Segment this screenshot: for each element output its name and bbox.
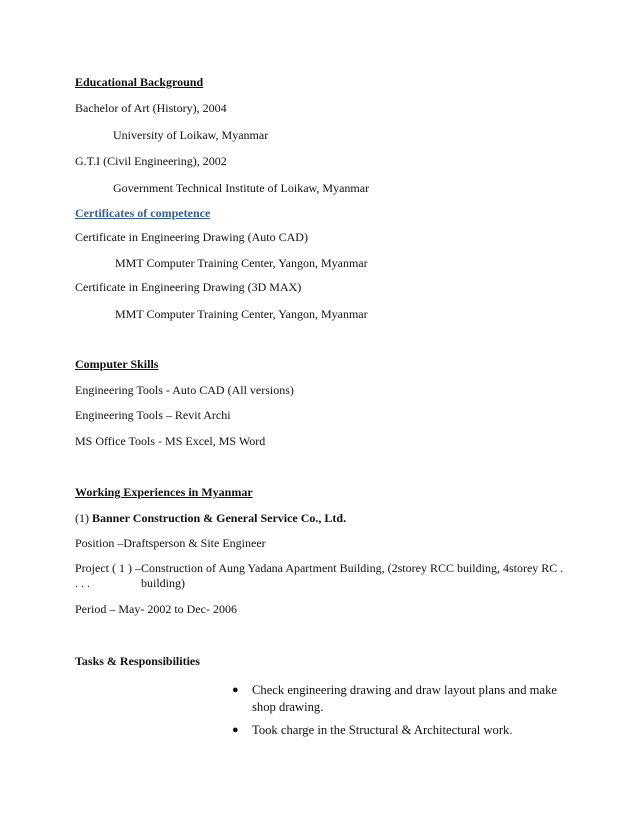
- experience-heading: Working Experiences in Myanmar: [75, 485, 253, 499]
- project-continuation: building): [141, 576, 185, 590]
- education-heading: Educational Background: [75, 75, 204, 89]
- experience-position: Position –Draftsperson & Site Engineer: [75, 536, 266, 550]
- experience-project-line-2: [75, 576, 185, 590]
- bullet-icon: ●: [232, 684, 239, 696]
- education-degree-1: Bachelor of Art (History), 2004: [75, 101, 227, 115]
- task-text: Check engineering drawing and draw layout plans and make shop drawing.: [252, 683, 557, 714]
- bullet-icon: ●: [232, 724, 239, 736]
- experience-company: [75, 511, 346, 525]
- tasks-heading: Tasks & Responsibilities: [75, 654, 200, 668]
- company-number: (1): [75, 511, 92, 525]
- education-school-1: University of Loikaw, Myanmar: [113, 128, 269, 142]
- task-item: [232, 682, 572, 716]
- skill-item: MS Office Tools - MS Excel, MS Word: [75, 434, 266, 448]
- education-school-2: Government Technical Institute of Loikaw, Myanmar: [113, 181, 370, 195]
- skills-heading: Computer Skills: [75, 357, 159, 371]
- skill-item: Engineering Tools – Revit Archi: [75, 408, 231, 422]
- experience-period: Period – May- 2002 to Dec- 2006: [75, 602, 237, 616]
- project-dots: . . .: [75, 576, 90, 590]
- experience-project-line-1: Project ( 1 ) –Construction of Aung Yadana Apartment Building, (2storey RCC building, 4storey RC .: [75, 561, 564, 575]
- education-degree-2: G.T.I (Civil Engineering), 2002: [75, 154, 227, 168]
- certificate-center-1: MMT Computer Training Center, Yangon, Myanmar: [115, 256, 368, 270]
- task-item: [232, 722, 572, 739]
- certificates-heading: Certificates of competence: [75, 206, 211, 220]
- certificate-center-2: MMT Computer Training Center, Yangon, Myanmar: [115, 307, 368, 321]
- certificate-1: Certificate in Engineering Drawing (Auto CAD): [75, 230, 308, 244]
- skill-item: Engineering Tools - Auto CAD (All versions): [75, 383, 294, 397]
- certificate-2: Certificate in Engineering Drawing (3D MAX): [75, 280, 302, 294]
- company-name: Banner Construction & General Service Co., Ltd.: [92, 511, 347, 525]
- task-text: Took charge in the Structural & Architectural work.: [252, 723, 513, 737]
